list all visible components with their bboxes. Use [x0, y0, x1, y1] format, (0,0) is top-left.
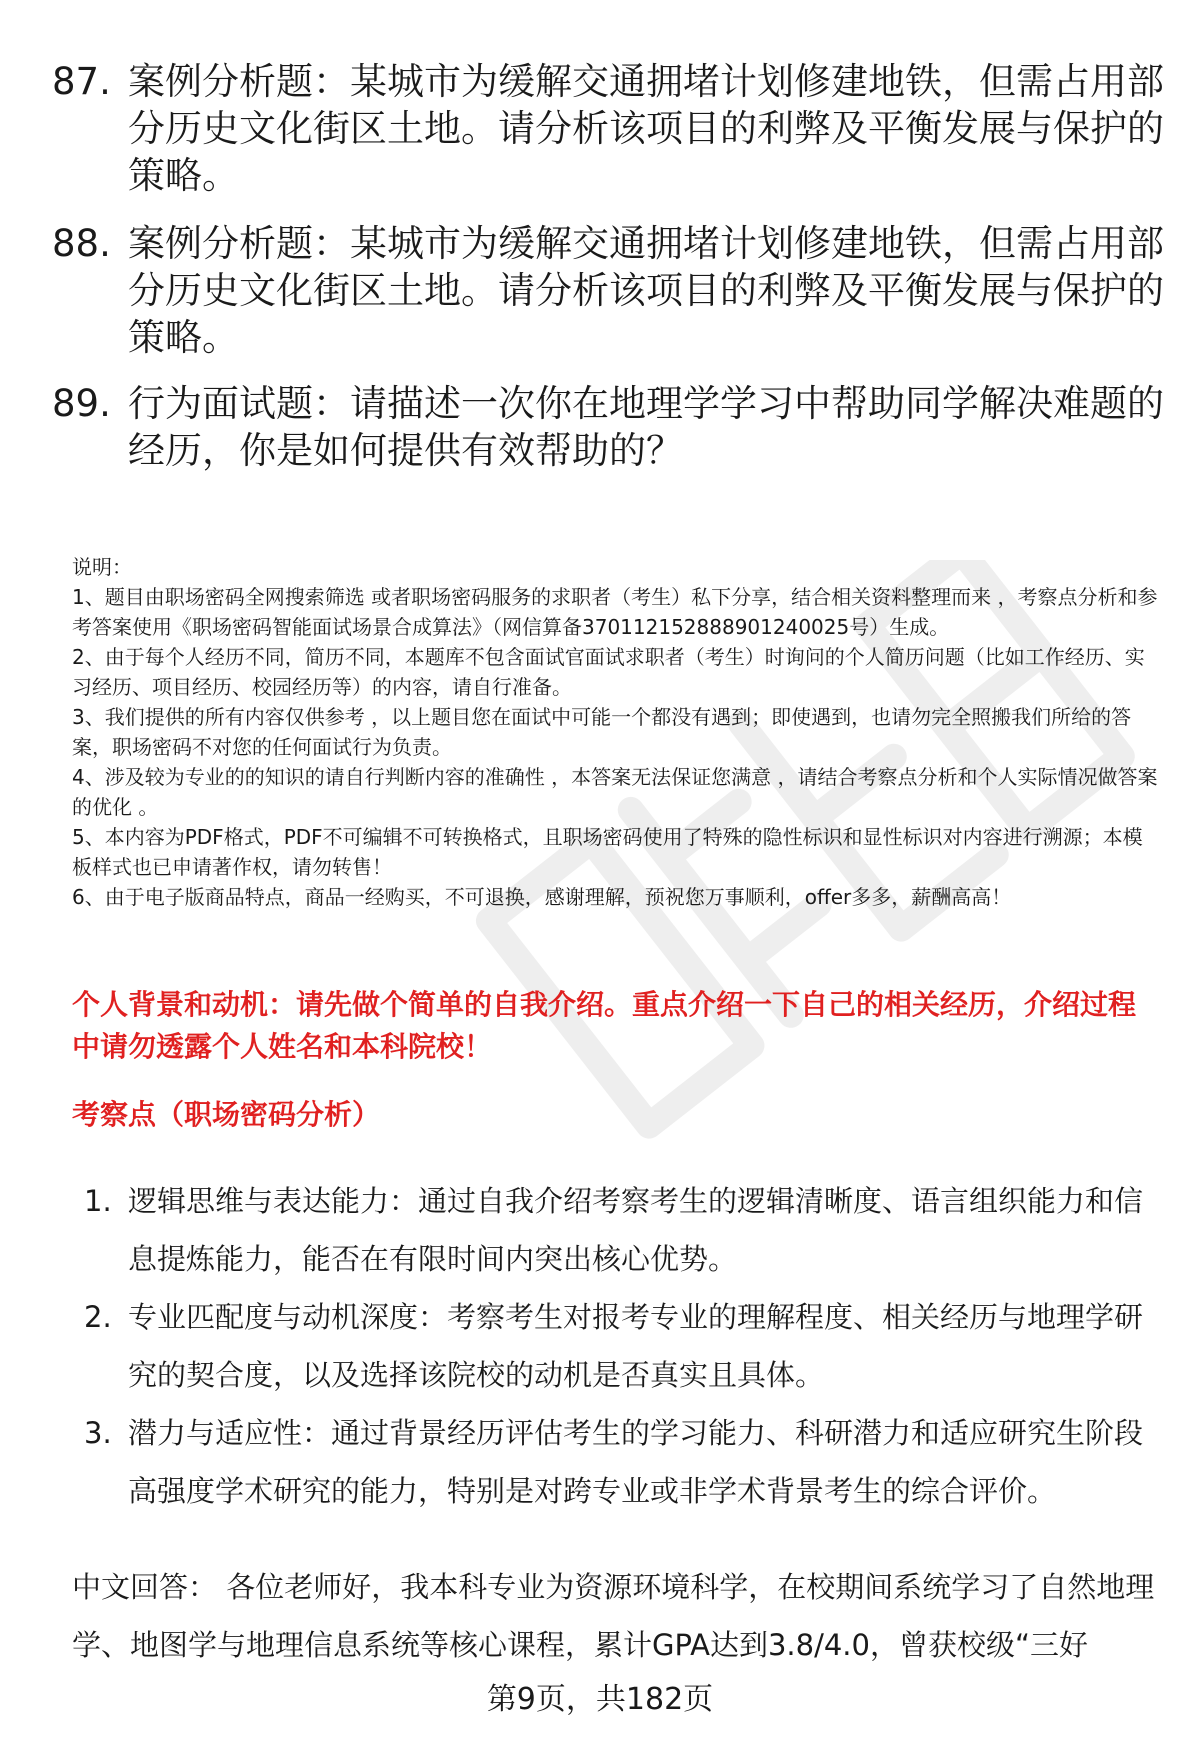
- point-number: 2.: [84, 1300, 112, 1334]
- list-item: [84, 1172, 1164, 1288]
- note-item: 1、题目由职场密码全网搜索筛选 或者职场密码服务的求职者（考生）私下分享，结合相关资料整理而来 ，考察点分析和参考答案使用《职场密码智能面试场景合成算法》（网信算备370112152888901240025号）生成。: [72, 585, 1158, 639]
- notes-heading: 说明：: [72, 555, 132, 579]
- list-item: [84, 1288, 1164, 1404]
- note-item: 5、本内容为PDF格式，PDF不可编辑不可转换格式，且职场密码使用了特殊的隐性标识和显性标识对内容进行溯源；本模板样式也已申请著作权，请勿转售！: [72, 825, 1143, 879]
- question-number: 89.: [52, 382, 111, 425]
- list-item: [84, 1404, 1164, 1520]
- note-item: 2、由于每个人经历不同，简历不同，本题库不包含面试官面试求职者（考生）时询问的个人简历问题（比如工作经历、实习经历、项目经历、校园经历等）的内容，请自行准备。: [72, 645, 1145, 699]
- question-number: 88.: [52, 222, 111, 265]
- point-text: 潜力与适应性：通过背景经历评估考生的学习能力、科研潜力和适应研究生阶段高强度学术研究的能力，特别是对跨专业或非学术背景考生的综合评价。: [128, 1416, 1144, 1508]
- section-title: 个人背景和动机：请先做个简单的自我介绍。重点介绍一下自己的相关经历，介绍过程中请勿透露个人姓名和本科院校！: [72, 988, 1137, 1063]
- note-item: 3、我们提供的所有内容仅供参考 ，以上题目您在面试中可能一个都没有遇到；即使遇到，也请勿完全照搬我们所给的答案，职场密码不对您的任何面试行为负责。: [72, 705, 1132, 759]
- page-footer: 第9页，共182页: [486, 1682, 714, 1717]
- points-list: [84, 1172, 1164, 1520]
- note-item: 6、由于电子版商品特点，商品一经购买，不可退换，感谢理解，预祝您万事顺利，offer多多，薪酬高高！: [72, 885, 1012, 909]
- question-text: 案例分析题：某城市为缓解交通拥堵计划修建地铁，但需占用部分历史文化街区土地。请分析该项目的利弊及平衡发展与保护的策略。: [128, 222, 1164, 359]
- point-number: 3.: [84, 1416, 112, 1450]
- question-text: 案例分析题：某城市为缓解交通拥堵计划修建地铁，但需占用部分历史文化街区土地。请分析该项目的利弊及平衡发展与保护的策略。: [128, 60, 1164, 197]
- answer-text: 中文回答： 各位老师好，我本科专业为资源环境科学，在校期间系统学习了自然地理学、地图学与地理信息系统等核心课程，累计GPA达到3.8/4.0，曾获校级“三好: [72, 1570, 1155, 1662]
- note-item: 4、涉及较为专业的的知识的请自行判断内容的准确性 ，本答案无法保证您满意 ，请结合考察点分析和个人实际情况做答案的优化 。: [72, 765, 1158, 819]
- points-title: 考察点（职场密码分析）: [72, 1098, 381, 1131]
- question-number: 87.: [52, 60, 111, 103]
- point-text: 专业匹配度与动机深度：考察考生对报考专业的理解程度、相关经历与地理学研究的契合度，以及选择该院校的动机是否真实且具体。: [128, 1300, 1144, 1392]
- point-text: 逻辑思维与表达能力：通过自我介绍考察考生的逻辑清晰度、语言组织能力和信息提炼能力，能否在有限时间内突出核心优势。: [128, 1184, 1144, 1276]
- question-text: 行为面试题：请描述一次你在地理学学习中帮助同学解决难题的经历，你是如何提供有效帮助的？: [128, 382, 1164, 472]
- notes-block: [72, 552, 1162, 912]
- point-number: 1.: [84, 1184, 112, 1218]
